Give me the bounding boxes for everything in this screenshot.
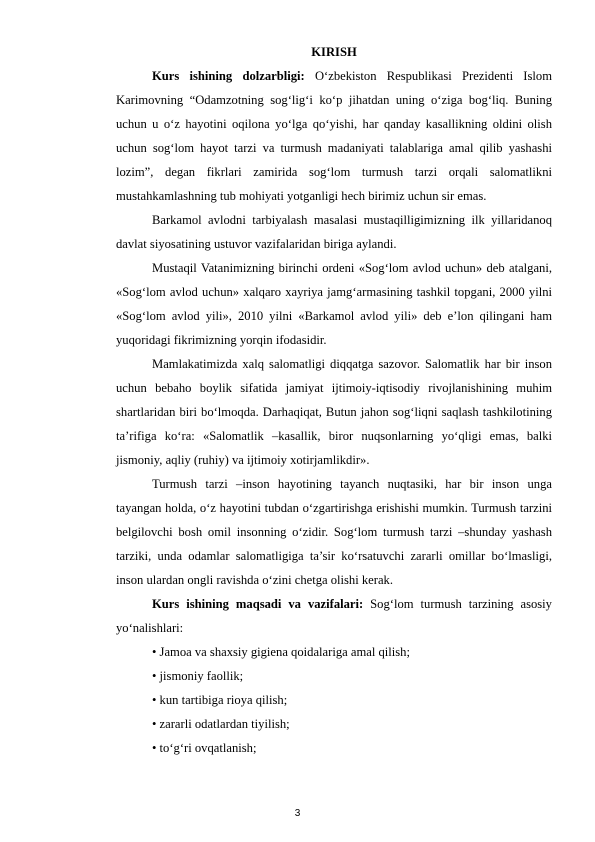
paragraph-lifestyle [116,472,552,592]
list-item: • kun tartibiga rioya qilish; [152,693,288,707]
paragraph-text: Sog‘lom turmush tarzining asosiy yo‘nalishlari: [116,597,552,635]
page-number: 3 [294,808,301,819]
paragraph-text: Barkamol avlodni tarbiyalash masalasi mustaqilligimizning ilk yillaridanoq davlat siyosatining ustuvor vazifalaridan biriga aylandi. [116,213,552,251]
paragraph-relevance [116,64,552,208]
list-item: • jismoniy faollik; [152,669,244,683]
paragraph-health [116,352,552,472]
list-item: • Jamoa va shaxsiy gigiena qoidalariga amal qilish; [152,645,410,659]
bullet-list [116,640,552,760]
paragraph-text: Turmush tarzi –inson hayotining tayanch nuqtasiki, har bir inson unga tayangan holda, o‘z hayotini tubdan o‘zgartirishga erishishi mumkin. Turmush tarzini belgilovchi bosh omil insonning o‘zidir. Sog‘lom turmush tarzi –shunday yashash tarziki, unda odamlar salomatligiga ta’sir ko‘rsatuvchi zararli omillar bo‘lmasligi, inson ulardan ongli ravishda o‘zini chetga olishi kerak. [116,477,552,587]
list-item: • zararli odatlardan tiyilish; [152,717,290,731]
paragraph-order [116,256,552,352]
paragraph-text: Mustaqil Vatanimizning birinchi ordeni «Sog‘lom avlod uchun» deb atalgani, «Sog‘lom avlod uchun» xalqaro xayriya jamg‘armasining tashkil topgani, 2000 yilni «Sog‘lom avlod yili», 2010 yilni «Barkamol avlod yili» deb e’lon qilingani ham yuqoridagi fikrimizning yorqin ifodasidir. [116,261,552,347]
paragraph-text: Mamlakatimizda xalq salomatligi diqqatga sazovor. Salomatlik har bir inson uchun bebaho boylik sifatida jamiyat ijtimoiy-iqtisodiy rivojlanishining muhim shartlaridan biri bo‘lmoqda. Darhaqiqat, Butun jahon sog‘liqni saqlash tashkilotining ta’rifiga ko‘ra: «Salomatlik –kasallik, biror nuqsonlarning yo‘qligi emas, balki jismoniy, aqliy (ruhiy) va ijtimoiy xotirjamlikdir». [116,357,552,467]
paragraph-text: O‘zbekiston Respublikasi Prezidenti Islom Karimovning “Odamzotning sog‘lig‘i ko‘p jihatdan uning o‘ziga bog‘liq. Buning uchun u o‘z hayotini oqilona yo‘lga qo‘yishi, har qanday kasallikning oldini olish uchun sog‘lom hayot tarzi va turmush madaniyati talablariga amal qilib yashashi lozim”, degan fikrlari zamirida sog‘lom turmush tarzi orqali salomatlikni mustahkamlashning tub mohiyati yotganligi hech birimiz uchun sir emas. [116,69,552,203]
paragraph-lead: Kurs ishining maqsadi va vazifalari: [152,597,364,611]
section-heading: KIRISH [311,45,357,59]
paragraph-generation [116,208,552,256]
paragraph-goals [116,592,552,640]
list-item: • to‘g‘ri ovqatlanish; [152,741,257,755]
paragraph-lead: Kurs ishining dolzarbligi: [152,69,305,83]
document-page [116,45,552,760]
